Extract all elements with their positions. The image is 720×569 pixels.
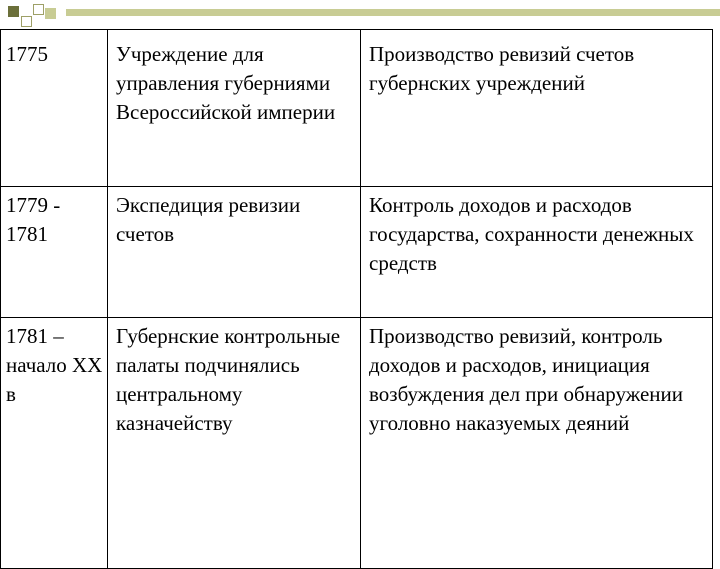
decorative-header-bar [0, 0, 720, 30]
period-cell: 1781 – начало XX в [1, 318, 108, 569]
table-row [1, 30, 713, 187]
period-cell: 1779 - 1781 [1, 187, 108, 318]
function-cell: Производство ревизий, контроль доходов и расходов, инициация возбуждения дел при обнаружении уголовно наказуемых деяний [361, 318, 713, 569]
decorative-square [21, 16, 32, 27]
institution-cell: Учреждение для управления губерниями Всероссийской империи [108, 30, 361, 187]
decorative-stripe [66, 9, 720, 16]
decorative-square [8, 6, 19, 17]
decorative-square [33, 4, 44, 15]
table-row [1, 187, 713, 318]
table-row [1, 318, 713, 569]
period-cell: 1775 [1, 30, 108, 187]
institution-cell: Экспедиция ревизии счетов [108, 187, 361, 318]
function-cell: Контроль доходов и расходов государства, сохранности денежных средств [361, 187, 713, 318]
history-table [0, 29, 713, 569]
institution-cell: Губернские контрольные палаты подчинялись центральному казначейству [108, 318, 361, 569]
function-cell: Производство ревизий счетов губернских учреждений [361, 30, 713, 187]
decorative-square [45, 8, 56, 19]
